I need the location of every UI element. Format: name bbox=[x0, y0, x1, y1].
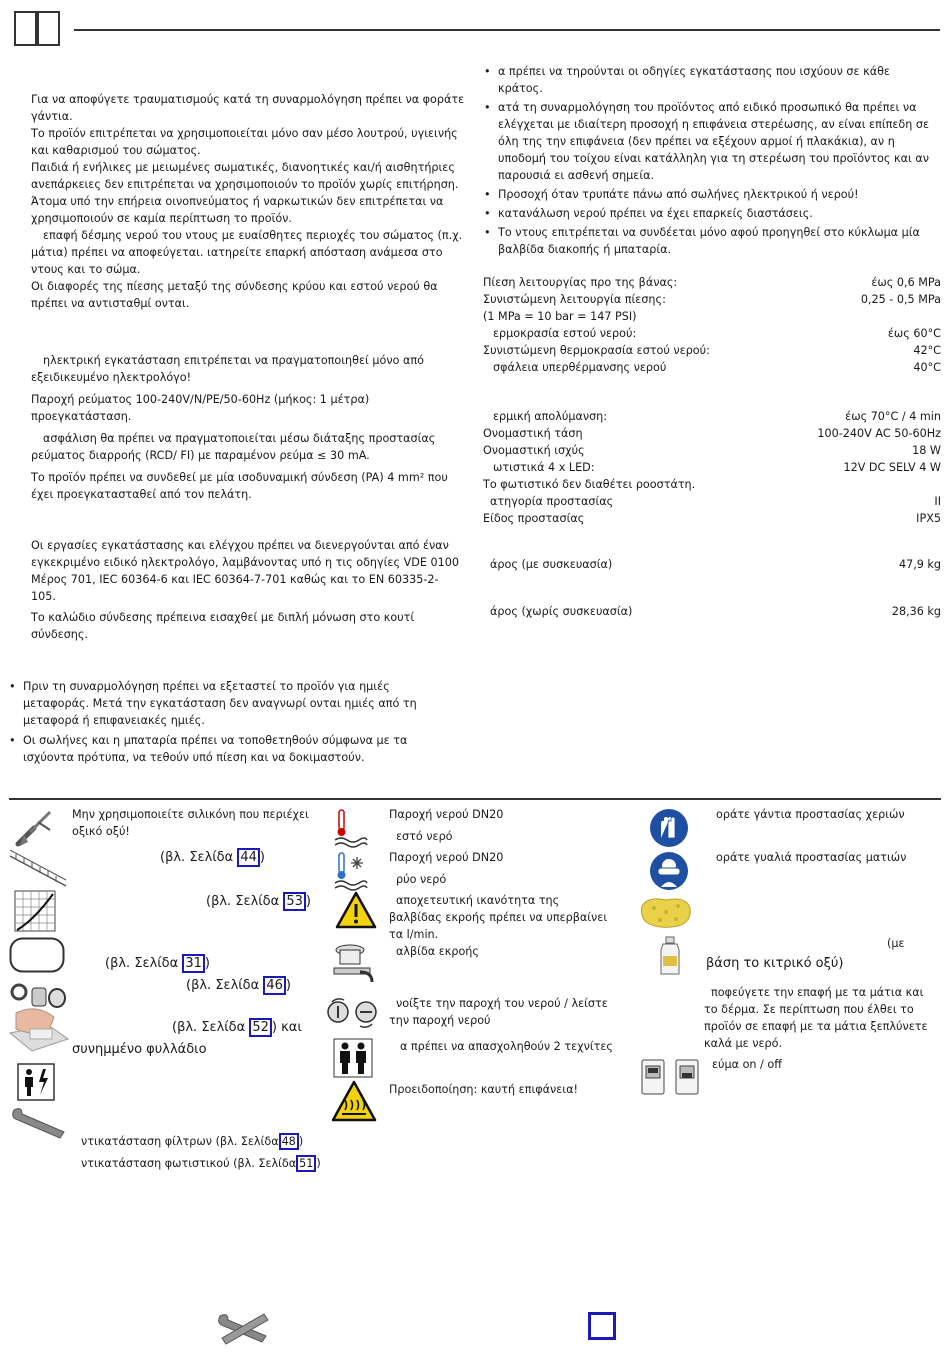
transport-checklist bbox=[9, 678, 457, 766]
ref-dimensions: (βλ. Σελίδα 44 ) bbox=[160, 850, 265, 865]
checklist-item: • Το ντους επιτρέπεται να συνδέεται μόνο αφού προηγηθεί στο κύκλωμα μία βαλβίδα διακοπής ή μπαταρία. bbox=[484, 224, 934, 258]
silicone-gun-icon bbox=[14, 808, 58, 853]
weight-packed: άρος (με συσκευασία) 47,9 kg bbox=[490, 558, 941, 571]
safety-note: επαφή δέσμης νερού του ντους με ευαίσθητες περιοχές του σώματος (π.χ. μάτια) πρέπει να αποφεύγεται. ιατηρείτε επαρκή απόσταση ανάμεσα στο ντους και το σώμα. bbox=[31, 229, 463, 276]
ref-symbols: (βλ. Σελίδα 31 ) bbox=[105, 956, 210, 971]
spec-row: ερμική απολύμανση: έως 70°C / 4 min bbox=[493, 410, 941, 423]
eye-contact-warning: ποφεύγετε την επαφή με τα μάτια και το δέρμα. Σε περίπτωση που έλθει το προϊόν σε επαφή με τα μάτια ξεπλύνετε καλά με νερό. bbox=[704, 986, 928, 1050]
spec-row: σφάλεια υπερθέρμανσης νερού 40°C bbox=[493, 361, 941, 374]
electric-specs bbox=[483, 408, 941, 527]
ref-filter: ντικατάσταση φίλτρων (βλ. Σελίδα 48 ) bbox=[81, 1135, 304, 1148]
safety-note: Για να αποφύγετε τραυματισμούς κατά τη συναρμολόγηση πρέπει να φοράτε γάντια. bbox=[31, 93, 465, 123]
tools-icon bbox=[214, 1308, 272, 1353]
page-link-31[interactable]: 31 bbox=[182, 954, 205, 973]
checklist-item: • ατά τη συναρμολόγηση του προϊόντος από ειδικό προσωπικό θα πρέπει να ελέγχεται με ιδιαίτερη προσοχή η επιφάνεια στερέωσης, αν είναι επίπεδη σε όλη της την επιφάνεια (δεν πρέπει να εξέχουν αρμοί ή πλακάκια), αν η υποδομή του τοίχου είναι κατάλληλη για τη στερέωση του προϊόντος και αν παρουσιά ει ασθενή σημεία. bbox=[484, 99, 934, 184]
checklist-item: • Πριν τη συναρμολόγηση πρέπει να εξεταστεί το προϊόν για ημιές μεταφοράς. Μετά την εγκατάσταση δεν αναγνωρί ονται ημιές από τη μεταφορά ή επιφανειακές ημιές. bbox=[9, 678, 457, 729]
hot-surface-icon bbox=[331, 1080, 377, 1127]
legend-rule bbox=[9, 798, 941, 800]
installation-note: Το καλώδιο σύνδεσης πρέπεινα εισαχθεί με διπλή μόνωση στο κουτί σύνδεσης. bbox=[31, 611, 415, 641]
cold-water-supply: Παροχή νερού DN20 ρύο νερό bbox=[389, 851, 504, 886]
page-link-46[interactable]: 46 bbox=[263, 976, 286, 995]
two-technicians-note: α πρέπει να απασχοληθούν 2 τεχνίτες bbox=[400, 1040, 613, 1053]
leaflet-note: συνημμένο φυλλάδιο bbox=[72, 1042, 207, 1057]
hot-water-supply: Παροχή νερού DN20 εστό νερό bbox=[389, 808, 504, 843]
page-link-48[interactable]: 48 bbox=[279, 1133, 299, 1150]
silicone-warning: Μην χρησιμοποιείτε σιλικόνη που περιέχει οξικό οξύ! bbox=[72, 808, 309, 838]
installation-note: Οι εργασίες εγκατάστασης και ελέγχου πρέπει να διενεργούνται από έναν εγκεκριμένο ειδικό ηλεκτρολόγο, λαμβάνοντας υπό η τις οδηγίες VDE 0100 Μέρος 701, IEC 60364-6 και IEC 60364-7-701 καθώς και το EN 60335-2-105. bbox=[31, 539, 459, 603]
installation-checklist bbox=[484, 63, 934, 258]
spec-row: Είδος προστασίας IPX5 bbox=[483, 512, 941, 525]
spec-row: Συνιστώμενη λειτουργία πίεσης: 0,25 - 0,5 MPa bbox=[483, 293, 941, 306]
spec-row: ερμοκρασία εστού νερού: έως 60°C bbox=[493, 327, 941, 340]
sponge-icon bbox=[638, 892, 694, 937]
footer-page-box[interactable] bbox=[588, 1312, 616, 1340]
electrician-icon bbox=[17, 1063, 55, 1106]
drain-capacity-note: αποχετευτική ικανότητα της βαλβίδας εκροής πρέπει να υπερβαίνει τα l/min. bbox=[389, 894, 608, 941]
checklist-item: • α πρέπει να τηρούνται οι οδηγίες εγκατάστασης που ισχύουν σε κάθε κράτος. bbox=[484, 63, 934, 97]
flow-diagram-icon bbox=[14, 890, 56, 937]
checklist-item: • κατανάλωση νερού πρέπει να έχει επαρκείς διαστάσεις. bbox=[484, 205, 934, 222]
spec-row: Πίεση λειτουργίας προ της βάνας: έως 0,6 MPa bbox=[483, 276, 941, 289]
goggles-icon bbox=[649, 851, 689, 896]
electrical-note: Το προϊόν πρέπει να συνδεθεί με μία ισοδυναμική σύνδεση (PA) 4 mm² που έχει προεγκατασταθεί από τον πελάτη. bbox=[31, 471, 448, 501]
safety-notes bbox=[31, 91, 468, 312]
ref-light: ντικατάσταση φωτιστικού (βλ. Σελίδα 51 ) bbox=[81, 1157, 321, 1170]
cold-water-icon bbox=[333, 851, 369, 896]
wrench-icon bbox=[8, 1104, 68, 1147]
page-link-44[interactable]: 44 bbox=[237, 848, 260, 867]
checklist-item: • Προσοχή όταν τρυπάτε πάνω από σωλήνες ηλεκτρικού ή νερού! bbox=[484, 186, 934, 203]
drain-valve-label: αλβίδα εκροής bbox=[396, 945, 479, 958]
page-link-52[interactable]: 52 bbox=[249, 1018, 272, 1037]
ref-flow: (βλ. Σελίδα 53 ) bbox=[206, 894, 311, 909]
page-link-53[interactable]: 53 bbox=[283, 892, 306, 911]
spec-row: (1 MPa = 10 bar = 147 PSI) bbox=[483, 310, 637, 323]
book-icon bbox=[12, 8, 62, 53]
safety-note: Παιδιά ή ενήλικες με μειωμένες σωματικές, διανοητικές και/ή αισθητήριες ανεπάρκειες δεν επιτρέπεται να χρησιμοποιούν το προϊόν χωρίς επιτήρηση. Άτομα υπό την επήρεια οινοπνεύματος ή ναρκωτικών δεν επιτρέπεται να χρησιμοποιούν σε καμία περίπτωση το προϊόν. bbox=[31, 161, 459, 225]
spec-row: ωτιστικά 4 x LED: 12V DC SELV 4 W bbox=[493, 461, 941, 474]
cleaner-bottle-icon bbox=[658, 936, 682, 981]
electrical-note: Παροχή ρεύματος 100-240V/N/PE/50-60Hz (μήκος: 1 μέτρα) προεγκατάσταση. bbox=[31, 393, 370, 423]
ruler-icon bbox=[8, 850, 68, 893]
spec-row: Ονομαστική ισχύς 18 W bbox=[483, 444, 941, 457]
cleaner-note: (με βάση το κιτρικό οξύ) bbox=[706, 937, 905, 971]
ref-cleaning: (βλ. Σελίδα 52 ) και bbox=[172, 1020, 302, 1035]
electrical-notes bbox=[31, 352, 468, 503]
spec-row: Ονομαστική τάση 100-240V AC 50-60Hz bbox=[483, 427, 941, 440]
goggles-note: οράτε γυαλιά προστασίας ματιών bbox=[716, 851, 907, 864]
electrical-note: ασφάλιση θα πρέπει να πραγματοποιείται μέσω διάταξης προστασίας ρεύματος διαρροής (RCD/ FI) με παραμένον ρεύμα ≤ 30 mA. bbox=[31, 432, 436, 462]
power-note: εύμα on / off bbox=[712, 1058, 782, 1071]
spec-row: Το φωτιστικό δεν διαθέτει ροοστάτη. bbox=[483, 478, 696, 491]
safety-note: Το προϊόν επιτρέπεται να χρησιμοποιείται μόνο σαν μέσο λουτρού, υγιεινής και καθαρισμού του σώματος. bbox=[31, 127, 458, 157]
electrical-note: ηλεκτρική εγκατάσταση επιτρέπεται να πραγματοποιηθεί μόνο από εξειδικευμένο ηλεκτρολόγο! bbox=[31, 354, 424, 384]
header-rule bbox=[74, 29, 940, 31]
two-technicians-icon bbox=[333, 1038, 373, 1083]
gloves-icon bbox=[649, 808, 689, 853]
pressure-specs bbox=[483, 274, 941, 376]
ref-fittings: (βλ. Σελίδα 46 ) bbox=[186, 978, 291, 993]
hand-cleaning-icon bbox=[8, 1003, 70, 1060]
hot-surface-warning: Προειδοποίηση: καυτή επιφάνεια! bbox=[389, 1083, 578, 1096]
safety-note: Οι διαφορές της πίεσης μεταξύ της σύνδεσης κρύου και εστού νερού θα πρέπει να αντισταθμί ονται. bbox=[31, 280, 438, 310]
spec-row: Συνιστώμενη θερμοκρασία εστού νερού: 42°C bbox=[483, 344, 941, 357]
rounded-frame-icon bbox=[9, 937, 65, 978]
drain-valve-icon bbox=[330, 942, 376, 989]
page-link-51[interactable]: 51 bbox=[296, 1155, 316, 1172]
water-valve-icon bbox=[324, 996, 382, 1037]
warning-triangle-icon bbox=[335, 891, 377, 934]
weight-unpacked: άρος (χωρίς συσκευασία) 28,36 kg bbox=[490, 605, 941, 618]
hot-water-icon bbox=[333, 808, 369, 853]
power-switch-icon bbox=[640, 1056, 700, 1103]
water-on-off-note: νοίξτε την παροχή του νερού / λείστε την παροχή νερού bbox=[389, 997, 608, 1027]
gloves-note: οράτε γάντια προστασίας χεριών bbox=[716, 808, 905, 821]
installation-notes bbox=[31, 537, 461, 643]
checklist-item: • Οι σωλήνες και η μπαταρία πρέπει να τοποθετηθούν σύμφωνα με τα ισχύοντα πρότυπα, να τεθούν υπό πίεση και να δοκιμαστούν. bbox=[9, 732, 457, 766]
spec-row: ατηγορία προστασίας II bbox=[490, 495, 941, 508]
